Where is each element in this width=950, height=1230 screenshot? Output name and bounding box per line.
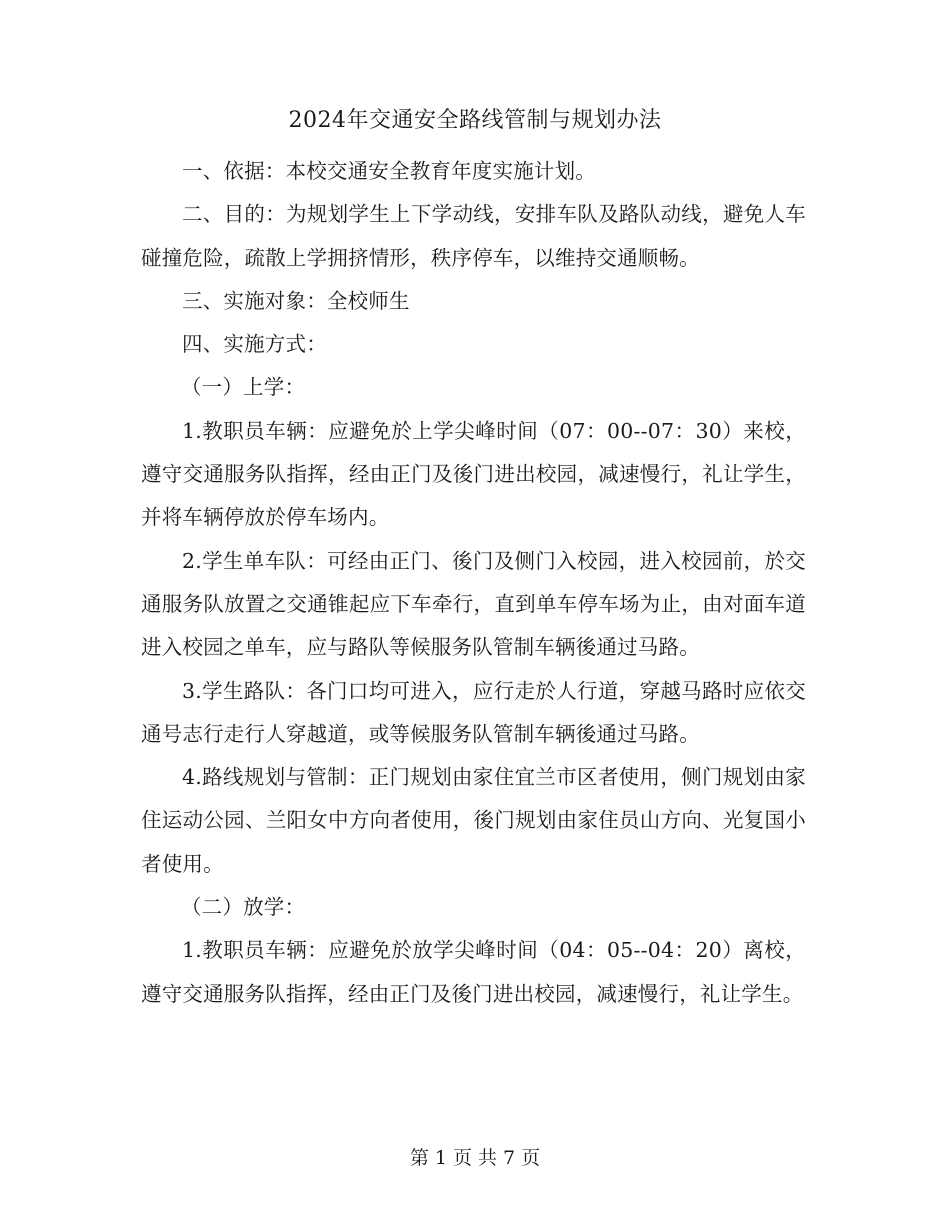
document-body — [141, 150, 806, 1016]
document-title: 2024年交通安全路线管制与规划办法 — [288, 108, 662, 133]
arrival-item-route-planning: 4.路线规划与管制：正门规划由家住宜兰市区者使用，侧门规划由家住运动公园、兰阳女中方向者使用，後门规划由家住员山方向、光复国小者使用。 — [141, 765, 806, 876]
heading-arrival: （一）上学： — [180, 375, 306, 400]
paragraph-purpose: 二、目的：为规划学生上下学动线，安排车队及路队动线，避免人车碰撞危险，疏散上学拥挤情形，秩序停车，以维持交通顺畅。 — [141, 202, 806, 270]
dismissal-item-staff-vehicles: 1.教职员车辆：应避免於放学尖峰时间（04：05--04：20）离校，遵守交通服务队指挥，经由正门及後门进出校园，减速慢行，礼让学生。 — [141, 938, 806, 1006]
paragraph-basis: 一、依据：本校交通安全教育年度实施计划。 — [182, 159, 596, 183]
arrival-item-student-bicycles: 2.学生单车队：可经由正门、後门及侧门入校园，进入校园前，於交通服务队放置之交通锥起应下车牵行，直到单车停车场为止，由对面车道进入校园之单车，应与路队等候服务队管制车辆後通过马路。 — [141, 548, 806, 660]
paragraph-target: 三、实施对象：全校师生 — [182, 288, 410, 313]
paragraph-method: 四、实施方式： — [182, 332, 327, 357]
heading-dismissal: （二）放学： — [180, 895, 306, 920]
arrival-item-staff-vehicles: 1.教职员车辆：应避免於上学尖峰时间（07：00--07：30）来校，遵守交通服务队指挥，经由正门及後门进出校园，减速慢行，礼让学生，并将车辆停放於停车场内。 — [141, 418, 806, 530]
arrival-item-student-walkers: 3.学生路队：各门口均可进入，应行走於人行道，穿越马路时应依交通号志行走行人穿越道，或等候服务队管制车辆後通过马路。 — [141, 678, 806, 746]
page-footer: 第 1 页 共 7 页 — [409, 1147, 541, 1169]
